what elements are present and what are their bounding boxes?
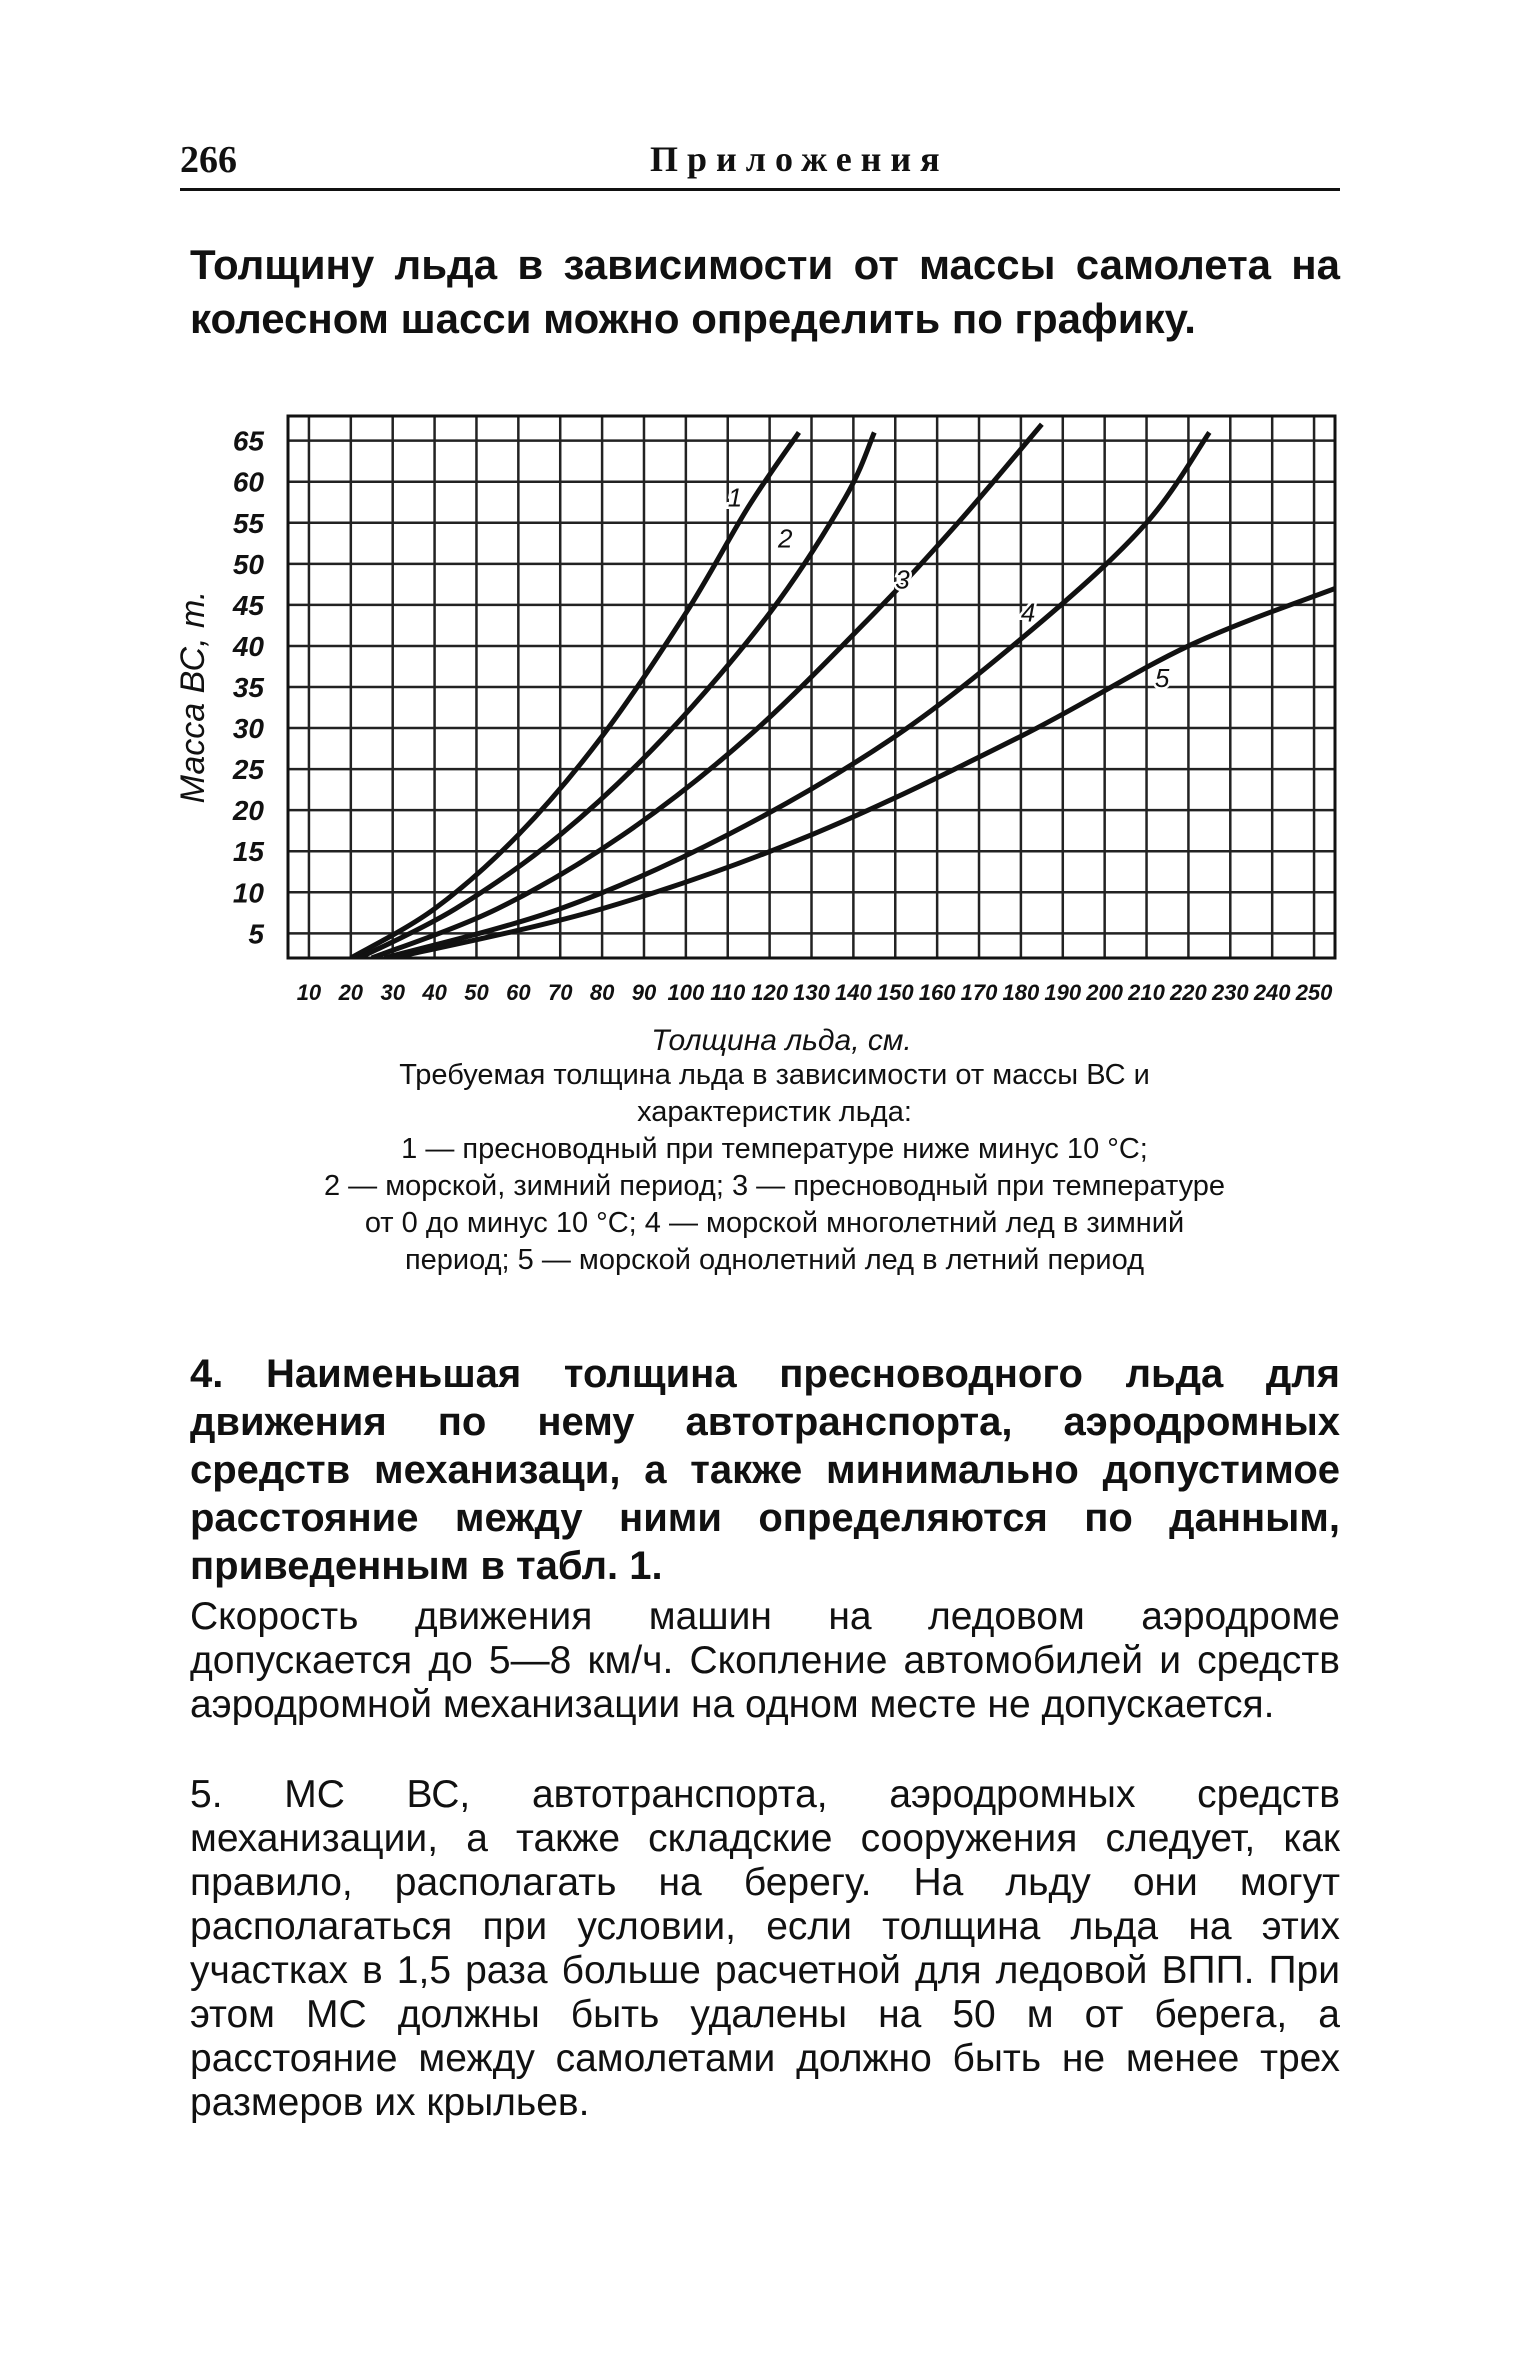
x-tick-label: 240 <box>1253 980 1291 1005</box>
x-tick-label: 170 <box>960 980 998 1005</box>
y-axis-title: Масса ВС, т. <box>174 590 212 804</box>
x-tick-label: 70 <box>547 980 573 1005</box>
x-tick-label: 190 <box>1044 980 1082 1005</box>
x-tick-label: 120 <box>751 980 788 1005</box>
caption-line: Требуемая толщина льда в зависимости от массы ВС и <box>399 1059 1150 1091</box>
caption-line: от 0 до минус 10 °С; 4 — морской многолетний лед в зимний <box>364 1207 1185 1239</box>
curve-label-5: 5 <box>1154 663 1170 693</box>
x-tick-label: 200 <box>1086 980 1124 1005</box>
page-header <box>180 138 1340 191</box>
curve-label-3: 3 <box>895 564 910 595</box>
figure-caption <box>232 1057 1317 1279</box>
y-tick-label: 5 <box>248 918 264 950</box>
y-tick-label: 50 <box>232 548 264 580</box>
x-tick-label: 10 <box>296 980 322 1005</box>
chart-grid <box>288 416 1335 958</box>
section-4 <box>190 1350 1340 1590</box>
y-tick-label: 35 <box>232 672 264 703</box>
y-tick-label: 55 <box>232 507 264 539</box>
x-tick-label: 160 <box>918 980 956 1005</box>
caption-line: 1 — пресноводный при температуре ниже минус 10 °С; <box>401 1133 1148 1165</box>
section-5-paragraph: 5. МС ВС, автотранспорта, аэродромных средств механизации, а также складские сооружения следует, как правило, располагать на берегу. На льду они могут располагаться при условии, если толщина льда на этих участках в 1,5 раза больше расчетной для ледовой ВПП. При этом МС должны быть удалены на 50 м от берега, а расстояние между самолетами должно быть не менее трех размеров их крыльев. <box>190 1773 1340 2124</box>
x-tick-label: 230 <box>1211 980 1249 1005</box>
y-tick-label: 30 <box>232 713 264 745</box>
x-tick-label: 130 <box>793 980 830 1005</box>
curve-label-2: 2 <box>777 523 793 554</box>
x-tick-label: 220 <box>1170 980 1207 1005</box>
x-tick-label: 100 <box>667 980 705 1005</box>
ice-thickness-chart <box>0 380 1539 1057</box>
section-4-paragraph: 4. Наименьшая толщина пресноводного льда для движения по нему автотранспорта, аэродромных средств механизаци, а также минимально допустимое расстояние между ними определяются по данным, приведенным в табл. 1. <box>190 1352 1340 1588</box>
x-tick-label: 90 <box>631 980 657 1005</box>
y-tick-label: 45 <box>232 589 264 621</box>
x-tick-label: 30 <box>380 980 405 1005</box>
y-tick-label: 15 <box>232 836 264 868</box>
x-tick-label: 150 <box>876 980 914 1005</box>
x-tick-label: 60 <box>506 980 531 1005</box>
curve-5 <box>393 588 1335 958</box>
x-tick-label: 180 <box>1002 980 1040 1005</box>
section-4-speed <box>190 1595 1340 1727</box>
curve-4 <box>384 432 1209 958</box>
y-tick-label: 65 <box>232 425 264 457</box>
curve-label-4: 4 <box>1020 597 1036 628</box>
x-tick-label: 110 <box>710 980 746 1005</box>
x-tick-label: 40 <box>422 980 447 1005</box>
y-tick-label: 60 <box>232 466 264 498</box>
x-tick-label: 250 <box>1295 980 1333 1005</box>
x-tick-label: 20 <box>338 980 364 1005</box>
y-tick-label: 40 <box>232 630 264 662</box>
curve-label-1: 1 <box>727 482 743 513</box>
y-tick-label: 20 <box>232 795 264 827</box>
caption-line: характеристик льда: <box>637 1096 912 1128</box>
curve-2 <box>359 432 874 958</box>
section-5 <box>190 1773 1340 2125</box>
caption-line: период; 5 — морской однолетний лед в летний период <box>404 1244 1145 1276</box>
y-tick-label: 10 <box>232 877 264 909</box>
x-tick-label: 80 <box>589 980 615 1005</box>
caption-line: 2 — морской, зимний период; 3 — пресноводный при температуре <box>323 1170 1226 1202</box>
x-tick-label: 140 <box>835 980 872 1005</box>
x-tick-label: 50 <box>464 980 489 1005</box>
chart-labels <box>174 426 1333 1057</box>
x-tick-label: 210 <box>1128 980 1165 1005</box>
x-axis-title: Толщина льда, см. <box>651 1024 912 1057</box>
y-tick-label: 25 <box>232 754 264 786</box>
section-title: Приложения <box>650 139 949 179</box>
speed-paragraph: Скорость движения машин на ледовом аэродроме допускается до 5—8 км/ч. Скопление автомобилей и средств аэродромной механизации на одном месте не допускается. <box>190 1595 1340 1726</box>
intro-text: Толщину льда в зависимости от массы самолета на колесном шасси можно определить по графику. <box>190 241 1340 342</box>
page-number: 266 <box>180 139 237 181</box>
